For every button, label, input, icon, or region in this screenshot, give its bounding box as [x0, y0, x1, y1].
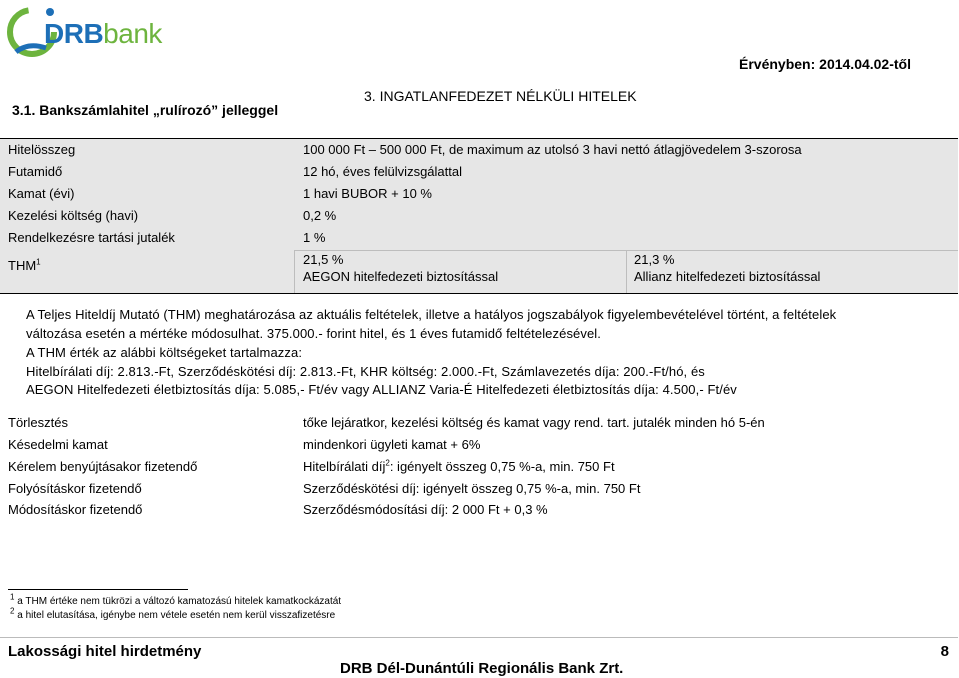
fee-label-modification: Módosításkor fizetendő [8, 502, 143, 517]
fee-label-application: Kérelem benyújtásakor fizetendő [8, 459, 198, 474]
footer-document-title: Lakossági hitel hirdetmény [8, 643, 202, 660]
fee-footnote-ref: 2 [385, 458, 390, 468]
footer-rule [0, 637, 958, 638]
fee-label-late-interest: Késedelmi kamat [8, 437, 108, 452]
thm-cell-left-border [294, 250, 295, 293]
thm-cell-divider [626, 250, 627, 293]
page-number: 8 [940, 643, 949, 660]
fee-value-late-interest: mindenkori ügyleti kamat + 6% [303, 437, 481, 452]
drb-bank-logo [6, 2, 162, 64]
row-label-commitment-fee: Rendelkezésre tartási jutalék [8, 230, 175, 245]
table-bottom-border [0, 293, 958, 294]
section-title: 3.1. Bankszámlahitel „rulírozó” jelleggel [12, 102, 279, 118]
logo-bank-text: bank [103, 18, 162, 49]
fee-value-application [303, 459, 615, 474]
note-line: Hitelbírálati díj: 2.813.-Ft, Szerződéskötési díj: 2.813.-Ft, KHR költség: 2.000.-Ft, Számlavezetés díja: 200.-Ft/hó, és [26, 364, 705, 379]
footnote-1-num: 1 [10, 592, 15, 602]
row-label-handling-fee: Kezelési költség (havi) [8, 208, 139, 223]
footnote-1 [10, 592, 342, 607]
footnote-2 [10, 606, 336, 621]
thm-label-text: THM [8, 258, 37, 273]
note-line: A Teljes Hiteldíj Mutató (THM) meghatározása az aktuális feltételek, illetve a hatályos jogszabályok figyelembevételével történt, a feltételek [26, 307, 837, 322]
row-label-amount: Hitelösszeg [8, 142, 76, 157]
fee-value-disbursement: Szerződéskötési díj: igényelt összeg 0,75 %-a, min. 750 Ft [303, 481, 641, 496]
row-label-thm [8, 258, 41, 273]
footnote-2-text: a hitel elutasítása, igénybe nem vétele esetén nem kerül visszafizetésre [17, 610, 336, 621]
thm-aegon-value: 21,5 % [303, 252, 344, 267]
thm-footnote-ref: 1 [36, 257, 41, 267]
fee-label-disbursement: Folyósításkor fizetendő [8, 481, 142, 496]
fee-label-repayment: Törlesztés [8, 415, 68, 430]
row-value-amount: 100 000 Ft – 500 000 Ft, de maximum az utolsó 3 havi nettó átlagjövedelem 3-szorosa [303, 142, 802, 157]
note-line: AEGON Hitelfedezeti életbiztosítás díja: 5.085,- Ft/év vagy ALLIANZ Varia-É Hitelfedezeti életbiztosítás díja: 4.500,- Ft/év [26, 382, 737, 397]
note-line: változása esetén a mértéke módosulhat. 375.000.- forint hitel, és 1 éves futamidő feltételezésével. [26, 326, 601, 341]
footer-bank-name: DRB Dél-Dunántúli Regionális Bank Zrt. [340, 660, 624, 677]
table-top-border [0, 138, 958, 139]
footnote-1-text: a THM értéke nem tükrözi a változó kamatozású hitelek kamatkockázatát [17, 596, 342, 607]
logo-drb-text: DRB [44, 18, 104, 49]
row-value-commitment-fee: 1 % [303, 230, 326, 245]
thm-aegon-text: AEGON hitelfedezeti biztosítással [303, 269, 499, 284]
row-value-term: 12 hó, éves felülvizsgálattal [303, 164, 462, 179]
chapter-title: 3. INGATLANFEDEZET NÉLKÜLI HITELEK [364, 88, 637, 104]
fee-value-application-post: : igényelt összeg 0,75 %-a, min. 750 Ft [389, 459, 615, 474]
thm-allianz-text: Allianz hitelfedezeti biztosítással [634, 269, 821, 284]
footnote-2-num: 2 [10, 606, 15, 616]
row-label-interest: Kamat (évi) [8, 186, 75, 201]
row-value-handling-fee: 0,2 % [303, 208, 337, 223]
logo-wordmark [44, 18, 162, 50]
row-label-term: Futamidő [8, 164, 63, 179]
footnote-separator [8, 589, 188, 590]
row-value-interest: 1 havi BUBOR + 10 % [303, 186, 432, 201]
fee-value-modification: Szerződésmódosítási díj: 2 000 Ft + 0,3 % [303, 502, 548, 517]
note-line: A THM érték az alábbi költségeket tartalmazza: [26, 345, 303, 360]
valid-from-date: Érvényben: 2014.04.02-től [739, 56, 911, 72]
fee-value-repayment: tőke lejáratkor, kezelési költség és kamat vagy rend. tart. jutalék minden hó 5-én [303, 415, 765, 430]
fee-value-application-pre: Hitelbírálati díj [303, 459, 386, 474]
thm-allianz-value: 21,3 % [634, 252, 675, 267]
